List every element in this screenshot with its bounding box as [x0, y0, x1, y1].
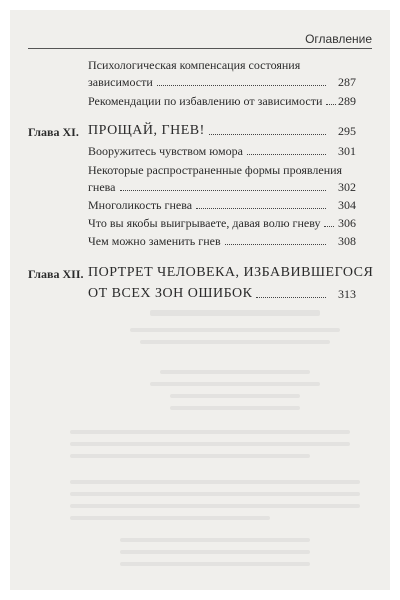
toc-entry: [88, 234, 356, 248]
chapter-title: ОТ ВСЕХ ЗОН ОШИБОК: [88, 286, 253, 301]
toc-entry: [88, 144, 356, 158]
toc-page-number: 308: [338, 234, 356, 248]
chapter-entry: [88, 265, 374, 280]
chapter-entry: [88, 124, 356, 138]
toc-entry-label: Что вы якобы выигрываете, давая волю гневу: [88, 216, 321, 230]
toc-entry-label: зависимости: [88, 75, 153, 89]
chapter-label: Глава XII.: [28, 267, 84, 281]
toc-entry-label: Некоторые распространенные формы проявления: [88, 163, 343, 177]
toc-entry: [88, 75, 356, 89]
toc-entry-label: Вооружитесь чувством юмора: [88, 144, 243, 158]
toc-entry: [88, 216, 356, 230]
toc-page-number: 313: [338, 287, 356, 301]
dot-leader: [256, 297, 326, 298]
toc-entry-label: Чем можно заменить гнев: [88, 234, 221, 248]
toc-page-number: 301: [338, 144, 356, 158]
running-header-title: Оглавление: [305, 32, 372, 46]
toc-page-number: 289: [338, 94, 356, 108]
toc-entry-label: Многоликость гнева: [88, 198, 193, 212]
toc-page-number: 302: [338, 180, 356, 194]
chapter-title: ПРОЩАЙ, ГНЕВ!: [88, 123, 205, 138]
toc-page-number: 287: [338, 75, 356, 89]
toc-page-number: 306: [338, 216, 356, 230]
toc-entry: [88, 94, 356, 108]
toc-page-number: 304: [338, 198, 356, 212]
chapter-label: Глава XI.: [28, 125, 79, 139]
toc-entry-label: Психологическая компенсация состояния: [88, 58, 301, 72]
chapter-title: ПОРТРЕТ ЧЕЛОВЕКА, ИЗБАВИВШЕГОСЯ: [88, 265, 374, 280]
toc-entry: [88, 180, 356, 194]
dot-leader: [225, 244, 326, 245]
page-header: [10, 10, 390, 50]
toc-entry: [88, 163, 356, 177]
toc-entry-label: гнева: [88, 180, 116, 194]
dot-leader: [247, 154, 326, 155]
dot-leader: [157, 85, 326, 86]
header-rule: [28, 48, 372, 49]
dot-leader: [120, 190, 326, 191]
dot-leader: [209, 134, 326, 135]
book-page: [10, 10, 390, 590]
toc-entry-label: Рекомендации по избавлению от зависимости: [88, 94, 323, 108]
toc-page-number: 295: [338, 124, 356, 138]
toc-entry: [88, 58, 356, 72]
chapter-entry: [88, 287, 356, 301]
dot-leader: [196, 208, 326, 209]
toc-entry: [88, 198, 356, 212]
